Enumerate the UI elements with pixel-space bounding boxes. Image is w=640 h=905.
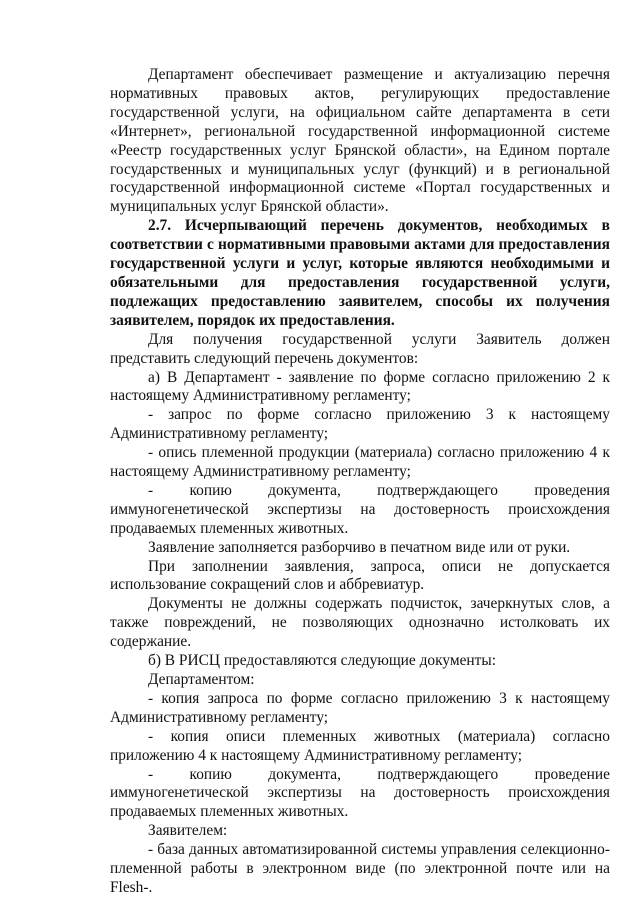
list-item-expertise-copy: - копию документа, подтверждающего проведения иммуногенетической экспертизы на достоверность происхождения продаваемых племенных животных.: [110, 481, 610, 537]
section-heading-2-7: 2.7. Исчерпывающий перечень документов, необходимых в соответствии с нормативными правовыми актами для предоставления государственной услуги и услуг, которые являются необходимыми и обязательными для предоставления государственной услуги, подлежащих предоставлению заявителем, способы их получения заявителем, порядок их предоставления.: [110, 217, 610, 329]
paragraph-documents-intro: Для получения государственной услуги Заявитель должен представить следующий перечень документов:: [110, 330, 610, 367]
list-item-database: - база данных автоматизированной системы управления селекционно-племенной работы в электронном виде (по электронной почте или на Flesh-.: [110, 841, 610, 896]
list-item-expertise-copy-b: - копию документа, подтверждающего проведение иммуногенетической экспертизы на достоверность происхождения продаваемых племенных животных.: [110, 765, 610, 821]
list-item-request: - запрос по форме согласно приложению 3 к настоящему Административному регламенту;: [110, 406, 610, 443]
paragraph-by-department: Департаментом:: [148, 671, 255, 688]
document-page: [110, 66, 610, 898]
paragraph-item-a: а) В Департамент - заявление по форме согласно приложению 2 к настоящему Административному регламенту;: [110, 368, 610, 405]
list-item-request-copy: - копия запроса по форме согласно приложению 3 к настоящему Административному регламенту;: [110, 689, 610, 726]
paragraph-item-b: б) В РИСЦ предоставляются следующие документы:: [148, 652, 497, 670]
paragraph-corrections-rule: Документы не должны содержать подчисток, зачеркнутых слов, а также повреждений, не позволяющих однозначно истолковать их содержание.: [110, 595, 610, 651]
paragraph-by-applicant: Заявителем:: [148, 822, 228, 840]
paragraph-department-publication: Департамент обеспечивает размещение и актуализацию перечня нормативных правовых актов, регулирующих предоставление государственной услуги, на официальном сайте департамента в сети «Интернет», региональной государственной информационной системе «Реестр государственных услуг Брянской области», на Едином портале государственных и муниципальных услуг (функций) и в региональной государственной информационной системе «Портал государственных и муниципальных услуг Брянской области».: [110, 66, 610, 216]
list-item-inventory-copy: - копия описи племенных животных (материала) согласно приложению 4 к настоящему Административному регламенту;: [110, 727, 610, 764]
paragraph-abbreviations-rule: При заполнении заявления, запроса, описи не допускается использование сокращений слов и аббревиатур.: [110, 557, 610, 594]
list-item-inventory: - опись племенной продукции (материала) согласно приложению 4 к настоящему Административному регламенту;: [110, 444, 610, 481]
paragraph-filling-rule: Заявление заполняется разборчиво в печатном виде или от руки.: [148, 538, 571, 556]
